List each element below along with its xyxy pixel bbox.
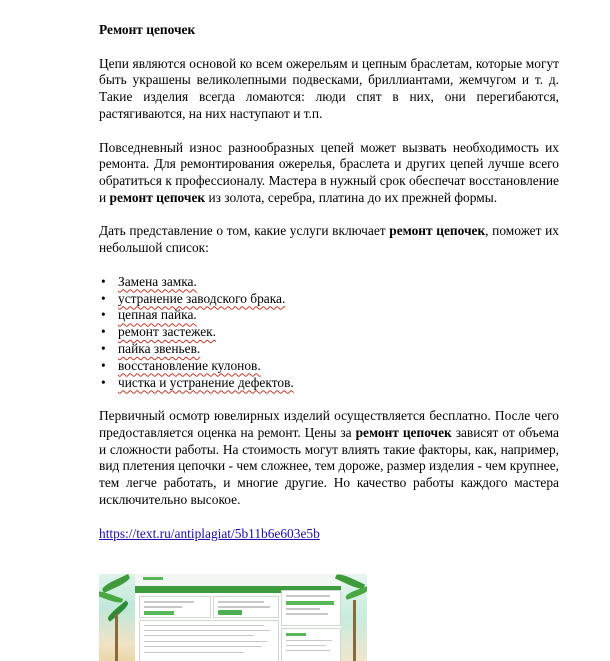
bullet-icon: • xyxy=(101,324,106,340)
paragraph-2-text-end: из золота, серебра, платина до их прежней формы. xyxy=(205,189,498,205)
mini-card xyxy=(213,596,279,618)
mini-progress xyxy=(286,601,334,605)
bullet-icon: • xyxy=(101,374,106,390)
mini-text-line xyxy=(286,595,330,597)
mini-text-line xyxy=(144,635,254,636)
mini-text-line xyxy=(218,606,270,608)
palm-leaf-icon xyxy=(101,574,131,593)
mini-text-line xyxy=(286,640,332,641)
list-item-text: устранение заводского брака. xyxy=(118,290,286,306)
bullet-icon: • xyxy=(101,273,106,289)
paragraph-1: Цепи являются основой ко всем ожерельям и цепным браслетам, которые могут быть украшены великолепными подвесками, бриллиантами, жемчугом и т. д. Такие изделия всегда ломаются: люди спят в них, они перегибаются, растягиваются, на них наступают и т.п. xyxy=(99,55,559,121)
palm-leaf-icon xyxy=(99,589,123,604)
paragraph-2 xyxy=(99,140,559,207)
palm-leaf-icon xyxy=(345,586,367,600)
mini-text-line xyxy=(286,608,320,610)
mini-button xyxy=(218,610,242,615)
list-item xyxy=(99,375,559,392)
link-paragraph xyxy=(99,526,559,543)
mini-text-line xyxy=(286,645,326,646)
paragraph-3-keyword: ремонт цепочек xyxy=(389,223,486,239)
mini-progress xyxy=(144,611,174,615)
mini-text-line xyxy=(144,646,262,647)
bullet-icon: • xyxy=(101,340,106,356)
mini-text-panel xyxy=(139,620,279,661)
palm-trunk-icon xyxy=(115,614,118,661)
mini-text-line xyxy=(144,630,270,631)
bullet-icon: • xyxy=(101,307,106,323)
paragraph-4-text-end: зависят от объема и сложности работы. На стоимость могут влиять такие факторы, как, например, вид плетения цепочки - чем сложнее, тем дороже, размер изделия - чем крупнее, тем легче работать, и многие другие. Но качество работы каждого мастера исключительно высокое. xyxy=(99,425,559,507)
list-item-text: пайка звеньев. xyxy=(118,340,201,356)
mini-text-line xyxy=(218,601,264,603)
list-item xyxy=(99,291,559,308)
mini-progress xyxy=(286,633,306,636)
bullet-icon: • xyxy=(101,357,106,373)
list-item-text: ремонт застежек. xyxy=(118,324,217,340)
list-item xyxy=(99,358,559,375)
list-item-text: чистка и устранение дефектов. xyxy=(118,374,294,390)
mini-card xyxy=(139,596,211,618)
paragraph-3 xyxy=(99,223,559,256)
mini-text-line xyxy=(286,613,328,615)
paragraph-2-keyword: ремонт цепочек xyxy=(109,189,206,205)
paragraph-2-text-start: Повседневный износ разнообразных цепей может вызвать необходимость их ремонта. Для ремонтирования ожерелья, браслета и других цепей лучше всего обратиться к профессионалу. Мастера в нужный срок обеспечат восстановление и xyxy=(99,139,559,205)
mini-side-panel xyxy=(281,628,341,661)
mini-card xyxy=(281,590,341,626)
mini-text-line xyxy=(144,625,264,626)
palm-leaf-icon xyxy=(106,600,130,621)
mini-text-line xyxy=(144,641,268,642)
list-item xyxy=(99,274,559,291)
list-item xyxy=(99,341,559,358)
list-item-text: восстановление кулонов. xyxy=(118,357,261,373)
list-item xyxy=(99,324,559,341)
bullet-icon: • xyxy=(101,290,106,306)
document-title: Ремонт цепочек xyxy=(99,22,196,37)
palm-trunk-icon xyxy=(353,600,356,661)
document-body xyxy=(99,22,559,559)
list-item-text: Замена замка. xyxy=(118,273,197,289)
mini-logo xyxy=(143,577,163,580)
antiplagiat-link[interactable]: https://text.ru/antiplagiat/5b11b6e603e5b xyxy=(99,525,320,541)
paragraph-4-text-start: Первичный осмотр ювелирных изделий осуществляется бесплатно. После чего предоставляется оценка на ремонт. Цены за xyxy=(99,408,559,441)
mini-text-line xyxy=(286,650,330,651)
paragraph-4-keyword: ремонт цепочек xyxy=(355,425,452,441)
paragraph-3-text-start: Дать представление о том, какие услуги включает xyxy=(99,223,390,239)
paragraph-3-text-end: , поможет их небольшой список: xyxy=(99,223,559,256)
mini-text-line xyxy=(144,601,194,603)
mini-text-line xyxy=(144,652,244,653)
palm-left-image xyxy=(99,574,135,661)
list-item-text: цепная пайка. xyxy=(118,307,197,323)
mini-text-line xyxy=(144,606,182,608)
paragraph-4 xyxy=(99,408,559,508)
services-list xyxy=(99,274,559,392)
palm-right-image xyxy=(341,574,367,661)
embedded-screenshot xyxy=(99,574,367,661)
list-item xyxy=(99,307,559,324)
